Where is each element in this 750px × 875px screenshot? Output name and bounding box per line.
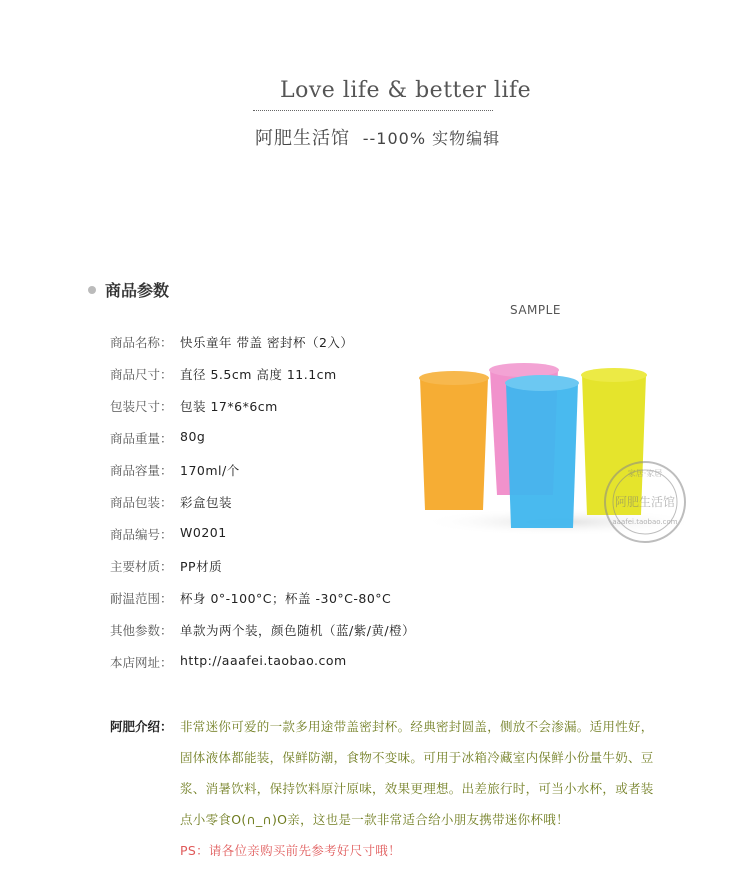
param-row: [110, 621, 415, 653]
param-label: 耐温范围：: [110, 591, 173, 606]
param-value: 快乐童年 带盖 密封杯（2入）: [180, 335, 354, 350]
param-label: 商品名称：: [110, 335, 173, 350]
param-label: 商品编号：: [110, 527, 173, 542]
param-label: 包装尺寸：: [110, 399, 173, 414]
param-value: PP材质: [180, 559, 223, 574]
param-row: [110, 397, 415, 429]
param-value: 170ml/个: [180, 463, 240, 478]
param-label: 主要材质：: [110, 559, 173, 574]
watermark-text: 阿肥生活馆: [614, 495, 676, 509]
section-header: [88, 278, 169, 301]
slogan-divider: [253, 110, 493, 111]
param-row: [110, 493, 415, 525]
param-label: 其他参数：: [110, 623, 173, 638]
product-photo: [410, 300, 700, 550]
watermark-top: 家居·家居: [627, 469, 663, 478]
sample-label: SAMPLE: [510, 303, 561, 317]
param-label: 本店网址：: [110, 655, 173, 670]
ps-note: PS：请各位亲购买前先参考好尺寸哦！: [180, 843, 401, 858]
description-line: 固体液体都能装，保鲜防潮，食物不变味。可用于冰箱冷藏室内保鲜小份量牛奶、豆: [180, 750, 654, 765]
param-label: 商品包装：: [110, 495, 173, 510]
param-value: 彩盒包装: [180, 495, 233, 510]
param-row: [110, 461, 415, 493]
watermark-sub: aaafei.taobao.com: [612, 518, 678, 526]
section-title: 商品参数: [105, 281, 170, 300]
param-value: 直径 5.5cm 高度 11.1cm: [180, 367, 337, 382]
cup-blue: [505, 375, 579, 528]
description-lines: [180, 717, 680, 872]
param-row: [110, 653, 415, 685]
description: [110, 717, 680, 872]
brand-suffix: --100% 实物编辑: [362, 129, 501, 148]
param-row: [110, 589, 415, 621]
param-label: 商品尺寸：: [110, 367, 173, 382]
description-label: 阿肥介绍：: [110, 719, 173, 734]
param-value: W0201: [180, 525, 227, 540]
param-row: [110, 557, 415, 589]
param-value: 包装 17*6*6cm: [180, 399, 278, 414]
param-value: 单款为两个装，颜色随机（蓝/紫/黄/橙）: [180, 623, 416, 638]
param-value[interactable]: http://aaafei.taobao.com: [180, 653, 347, 668]
params-list: [110, 333, 415, 685]
param-label: 商品重量：: [110, 431, 173, 446]
param-row: [110, 333, 415, 365]
slogan: Love life & better life: [280, 78, 532, 103]
param-value: 杯身 0°-100°C；杯盖 -30°C-80°C: [180, 591, 392, 606]
description-line: 点小零食O(∩_∩)O亲，这也是一款非常适合给小朋友携带迷你杯哦！: [180, 812, 569, 827]
brand-line: [255, 124, 500, 150]
param-row: [110, 525, 415, 557]
description-line: 浆、消暑饮料，保持饮料原汁原味，效果更理想。出差旅行时，可当小水杯，或者装: [180, 781, 654, 796]
param-row: [110, 429, 415, 461]
param-value: 80g: [180, 429, 206, 444]
param-row: [110, 365, 415, 397]
param-label: 商品容量：: [110, 463, 173, 478]
brand-name: 阿肥生活馆: [255, 128, 350, 149]
cup-orange: [419, 371, 489, 510]
bullet-dot-icon: [88, 286, 96, 294]
description-line: 非常迷你可爱的一款多用途带盖密封杯。经典密封圆盖，侧放不会渗漏。适用性好，: [180, 719, 654, 734]
